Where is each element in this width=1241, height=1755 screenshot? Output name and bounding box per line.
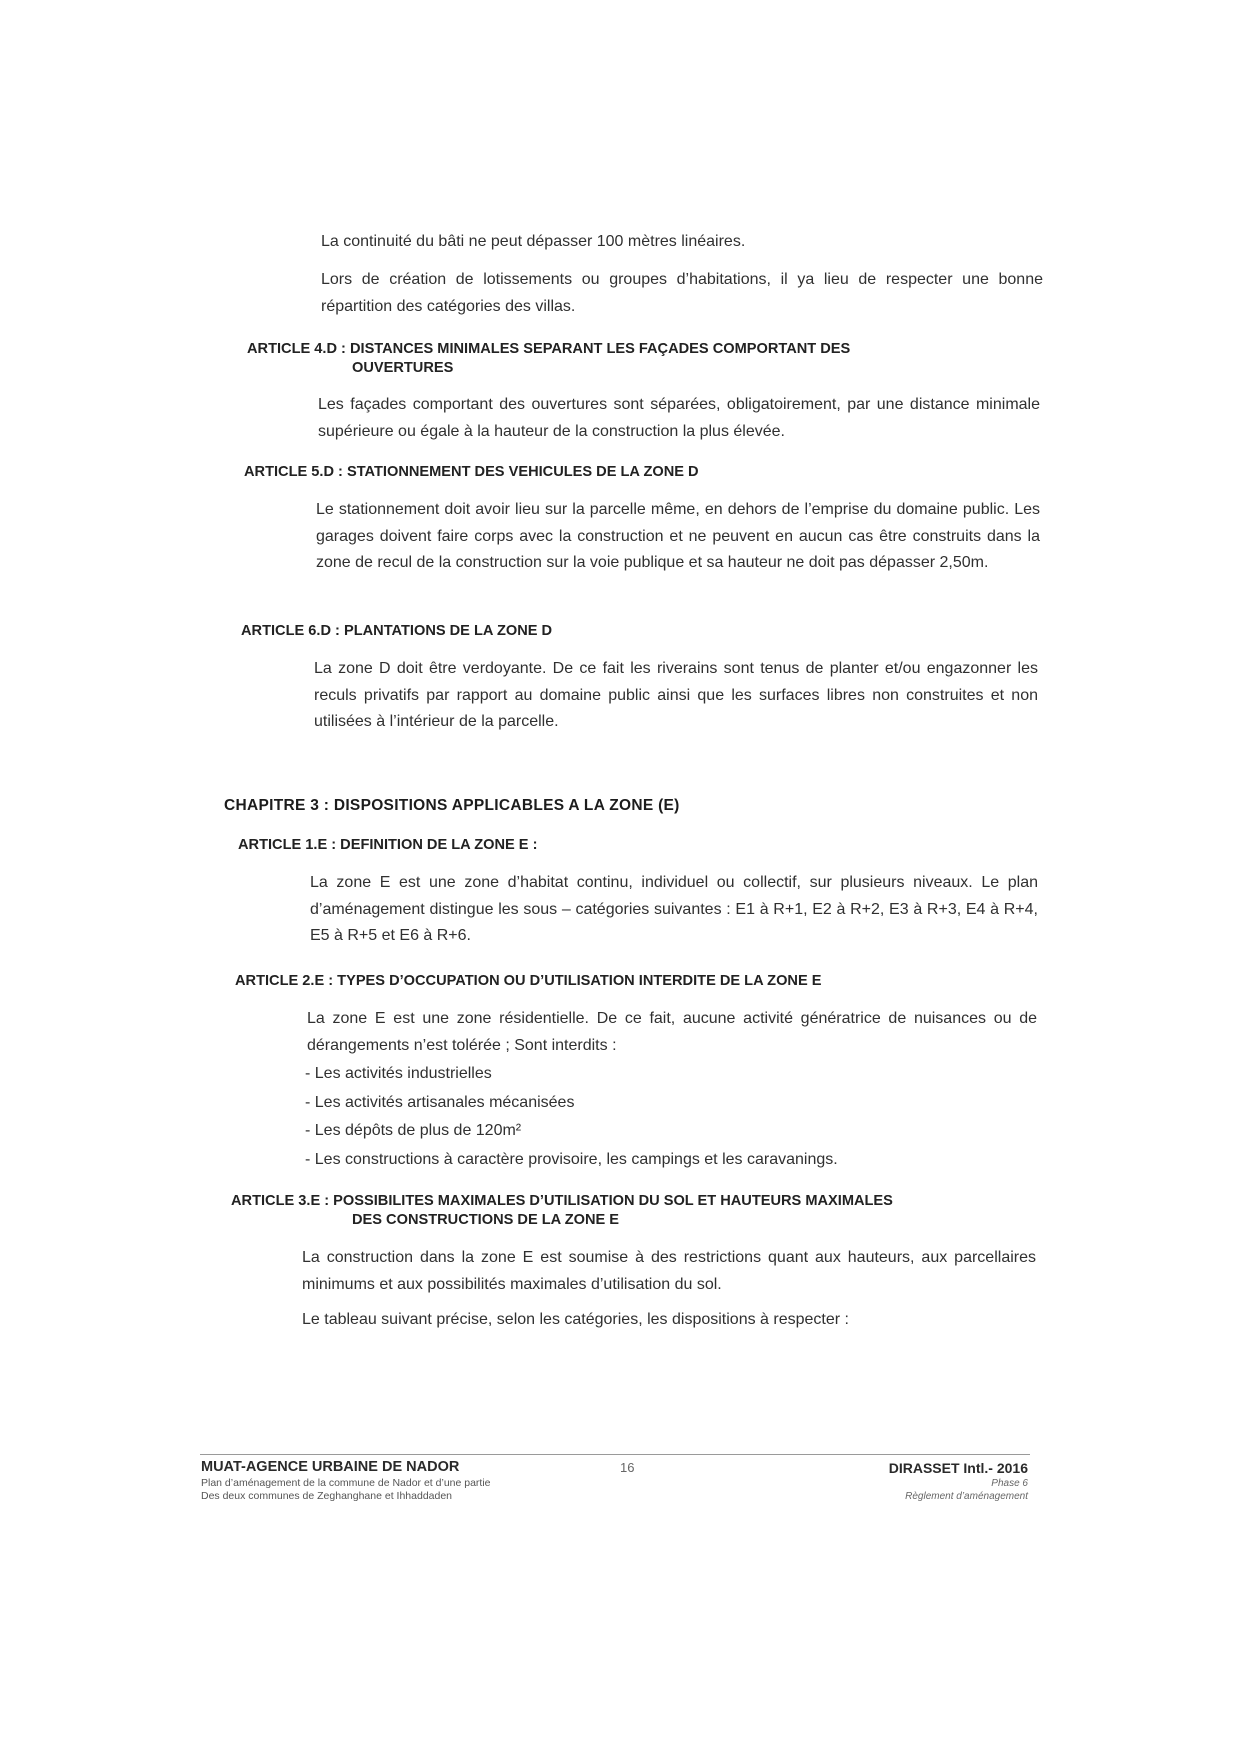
article-6d-title: PLANTATIONS DE LA ZONE D	[343, 623, 553, 639]
article-3e-text: La construction dans la zone E est soumise à des restrictions quant aux hauteurs, aux parcellaires minimums et aux possibilités maximales d’utilisation du sol.	[302, 1249, 1036, 1293]
article-2e-heading	[235, 972, 821, 991]
article-5d-text: Le stationnement doit avoir lieu sur la parcelle même, en dehors de l’emprise du domaine public. Les garages doivent faire corps avec la construction et ne peuvent en aucun cas être construits dans la zone de recul de la construction sur la voie publique et sa hauteur ne doit pas dépasser 2,50m.	[316, 501, 1040, 571]
footer-divider	[200, 1454, 1030, 1455]
subdivision-paragraph: Lors de création de lotissements ou groupes d’habitations, il ya lieu de respecter une bonne répartition des catégories des villas.	[321, 271, 1043, 315]
article-6d-text: La zone D doit être verdoyante. De ce fait les riverains sont tenus de planter et/ou engazonner les reculs privatifs par rapport au domaine public ainsi que les surfaces libres non construites et non utilisées à l’intérieur de la parcelle.	[314, 660, 1038, 730]
list-item: - Les constructions à caractère provisoire, les campings et les caravanings.	[305, 1151, 838, 1168]
footer-project-line-1: Plan d’aménagement de la commune de Nador et d’une partie	[201, 1477, 491, 1489]
article-1e-text: La zone E est une zone d’habitat continu, individuel ou collectif, sur plusieurs niveaux. Le plan d’aménagement distingue les sous – catégories suivantes : E1 à R+1, E2 à R+2, E3 à R+3, E4 à R+4, E5 à R+5 et E6 à R+6.	[310, 874, 1038, 944]
article-3e-title: POSSIBILITES MAXIMALES D’UTILISATION DU SOL ET HAUTEURS MAXIMALES	[333, 1193, 893, 1209]
article-3e-number: ARTICLE 3.E :	[231, 1193, 330, 1209]
article-6d-heading	[241, 622, 552, 641]
footer-phase: Phase 6	[991, 1478, 1028, 1489]
article-5d-title: STATIONNEMENT DES VEHICULES DE LA ZONE D	[346, 464, 699, 480]
article-3e-text-table-intro: Le tableau suivant précise, selon les catégories, les dispositions à respecter :	[302, 1311, 849, 1328]
chapter-3-title: CHAPITRE 3 : DISPOSITIONS APPLICABLES A LA ZONE (E)	[224, 797, 680, 814]
page-number: 16	[620, 1460, 635, 1475]
article-1e-heading	[238, 836, 537, 855]
article-4d-heading	[247, 340, 850, 378]
article-3e-heading	[231, 1192, 893, 1230]
footer-project-line-2: Des deux communes de Zeghanghane et Ihhaddaden	[201, 1490, 453, 1502]
article-2e-text: La zone E est une zone résidentielle. De ce fait, aucune activité génératrice de nuisances ou de dérangements n’est tolérée ; Sont interdits :	[307, 1010, 1037, 1054]
footer-organization: MUAT-AGENCE URBAINE DE NADOR	[201, 1459, 460, 1475]
article-4d-text: Les façades comportant des ouvertures sont séparées, obligatoirement, par une distance minimale supérieure ou égale à la hauteur de la construction la plus élevée.	[318, 396, 1040, 440]
article-1e-number: ARTICLE 1.E :	[238, 837, 337, 853]
continuity-paragraph: La continuité du bâti ne peut dépasser 100 mètres linéaires.	[321, 233, 746, 250]
article-2e-title: TYPES D’OCCUPATION OU D’UTILISATION INTERDITE DE LA ZONE E	[337, 973, 822, 989]
article-4d-title-continued: OUVERTURES	[352, 360, 454, 376]
article-6d-number: ARTICLE 6.D :	[241, 623, 340, 639]
article-5d-number: ARTICLE 5.D :	[244, 464, 343, 480]
list-item: - Les activités industrielles	[305, 1065, 492, 1082]
article-4d-title: DISTANCES MINIMALES SEPARANT LES FAÇADES COMPORTANT DES	[349, 341, 851, 357]
article-5d-heading	[244, 463, 699, 482]
article-3e-title-continued: DES CONSTRUCTIONS DE LA ZONE E	[352, 1212, 620, 1228]
article-1e-title: DEFINITION DE LA ZONE E :	[340, 837, 538, 853]
article-2e-number: ARTICLE 2.E :	[235, 973, 334, 989]
list-item: - Les activités artisanales mécanisées	[305, 1094, 575, 1111]
article-4d-number: ARTICLE 4.D :	[247, 341, 346, 357]
footer-document-type: Règlement d’aménagement	[905, 1491, 1028, 1502]
list-item: - Les dépôts de plus de 120m²	[305, 1122, 522, 1139]
footer-firm: DIRASSET Intl.- 2016	[888, 1460, 1028, 1476]
